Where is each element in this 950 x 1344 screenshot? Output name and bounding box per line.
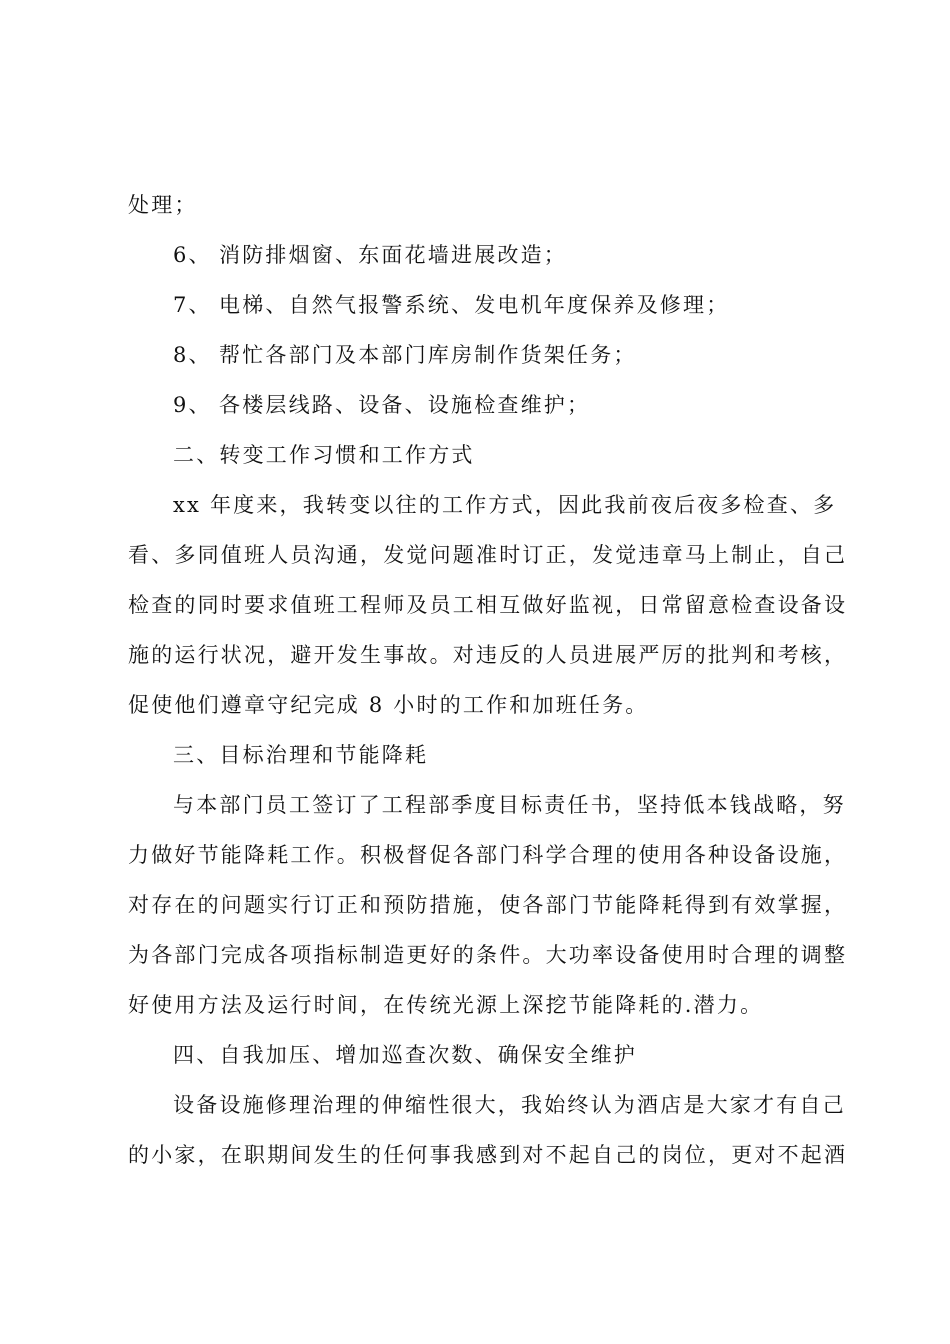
paragraph-line: 力做好节能降耗工作。积极督促各部门科学合理的使用各种设备设施， xyxy=(128,843,848,867)
paragraph-line: 对存在的问题实行订正和预防措施，使各部门节能降耗得到有效掌握， xyxy=(128,893,848,917)
list-item xyxy=(173,337,950,373)
list-number: 7、 xyxy=(173,293,212,317)
list-item-text: 帮忙各部门及本部门库房制作货架任务； xyxy=(219,343,637,367)
section-heading: 三、目标治理和节能降耗 xyxy=(173,743,429,767)
paragraph-line: 的小家，在职期间发生的任何事我感到对不起自己的岗位，更对不起酒 xyxy=(128,1143,848,1167)
list-item-text: 电梯、自然气报警系统、发电机年度保养及修理； xyxy=(219,293,730,317)
paragraph-line: 处理； xyxy=(128,193,198,217)
paragraph-line: 看、多同值班人员沟通，发觉问题准时订正，发觉违章马上制止，自己 xyxy=(128,543,848,567)
section-heading: 二、转变工作习惯和工作方式 xyxy=(173,443,475,467)
section-heading: 四、自我加压、增加巡查次数、确保安全维护 xyxy=(173,1043,637,1067)
paragraph-line: 施的运行状况，避开发生事故。对违反的人员进展严厉的批判和考核， xyxy=(128,643,848,667)
paragraph-line: xx 年度来，我转变以往的工作方式，因此我前夜后夜多检查、多 xyxy=(173,493,837,517)
list-item xyxy=(173,237,950,273)
list-number: 8、 xyxy=(173,343,212,367)
paragraph-line: 为各部门完成各项指标制造更好的条件。大功率设备使用时合理的调整 xyxy=(128,943,848,967)
paragraph-line: 检查的同时要求值班工程师及员工相互做好监视，日常留意检查设备设 xyxy=(128,593,848,617)
paragraph-line: 好使用方法及运行时间，在传统光源上深挖节能降耗的.潜力。 xyxy=(128,993,764,1017)
paragraph-line: 与本部门员工签订了工程部季度目标责任书，坚持低本钱战略，努 xyxy=(173,793,846,817)
paragraph-line: 设备设施修理治理的伸缩性很大，我始终认为酒店是大家才有自己 xyxy=(173,1093,846,1117)
list-number: 6、 xyxy=(173,243,212,267)
list-number: 9、 xyxy=(173,393,212,417)
list-item-text: 消防排烟窗、东面花墙进展改造； xyxy=(219,243,567,267)
list-item-text: 各楼层线路、设备、设施检查维护； xyxy=(219,393,591,417)
list-item xyxy=(173,287,950,323)
paragraph-line: 促使他们遵章守纪完成 8 小时的工作和加班任务。 xyxy=(128,693,649,717)
list-item xyxy=(173,387,950,423)
